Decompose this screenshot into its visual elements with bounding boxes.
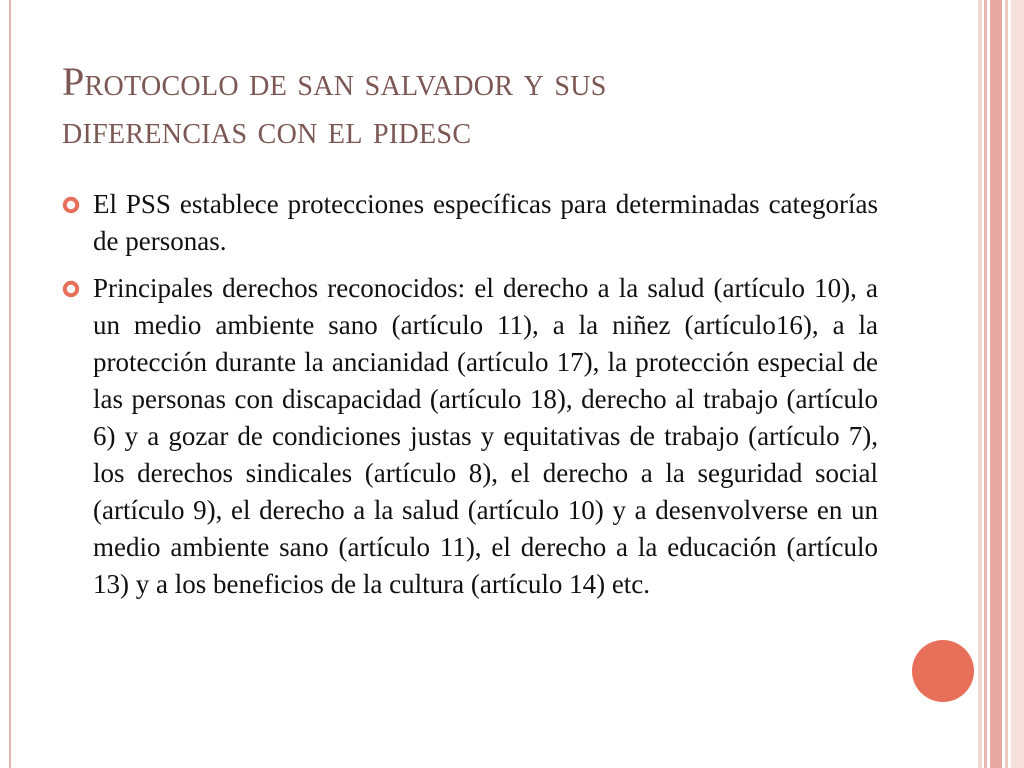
ring-bullet-icon (62, 186, 93, 214)
stripe-4 (1005, 0, 1008, 768)
slide-title (62, 58, 922, 154)
left-border-line (9, 0, 11, 768)
right-decorative-stripes (978, 0, 1024, 768)
bullet-text: El PSS establece protecciones específicas para determinadas categorías de personas. (93, 189, 878, 256)
decorative-circle (912, 640, 974, 702)
stripe-3 (990, 0, 1002, 768)
stripe-5 (1011, 0, 1024, 768)
bullet-list (62, 186, 878, 613)
title-line-2: diferencias con el pidesc (62, 107, 472, 152)
bullet-item-1 (62, 186, 878, 260)
title-line-1: Protocolo de san salvador y sus (62, 59, 607, 104)
stripe-2 (984, 0, 987, 768)
stripe-1 (978, 0, 982, 768)
bullet-text: Principales derechos reconocidos: el derecho a la salud (artículo 10), a un medio ambiente sano (artículo 11), a la niñez (artículo16), a la protección durante la ancianidad (artículo 17), la protección especial de las personas con discapacidad (artículo 18), derecho al trabajo (artículo 6) y a gozar de condiciones justas y equitativas de trabajo (artículo 7), los derechos sindicales (artículo 8), el derecho a la seguridad social (artículo 9), el derecho a la salud (artículo 10) y a desenvolverse en un medio ambiente sano (artículo 11), el derecho a la educación (artículo 13) y a los beneficios de la cultura (artículo 14) etc. (93, 273, 878, 599)
bullet-item-2 (62, 270, 878, 603)
ring-bullet-icon (62, 270, 93, 298)
